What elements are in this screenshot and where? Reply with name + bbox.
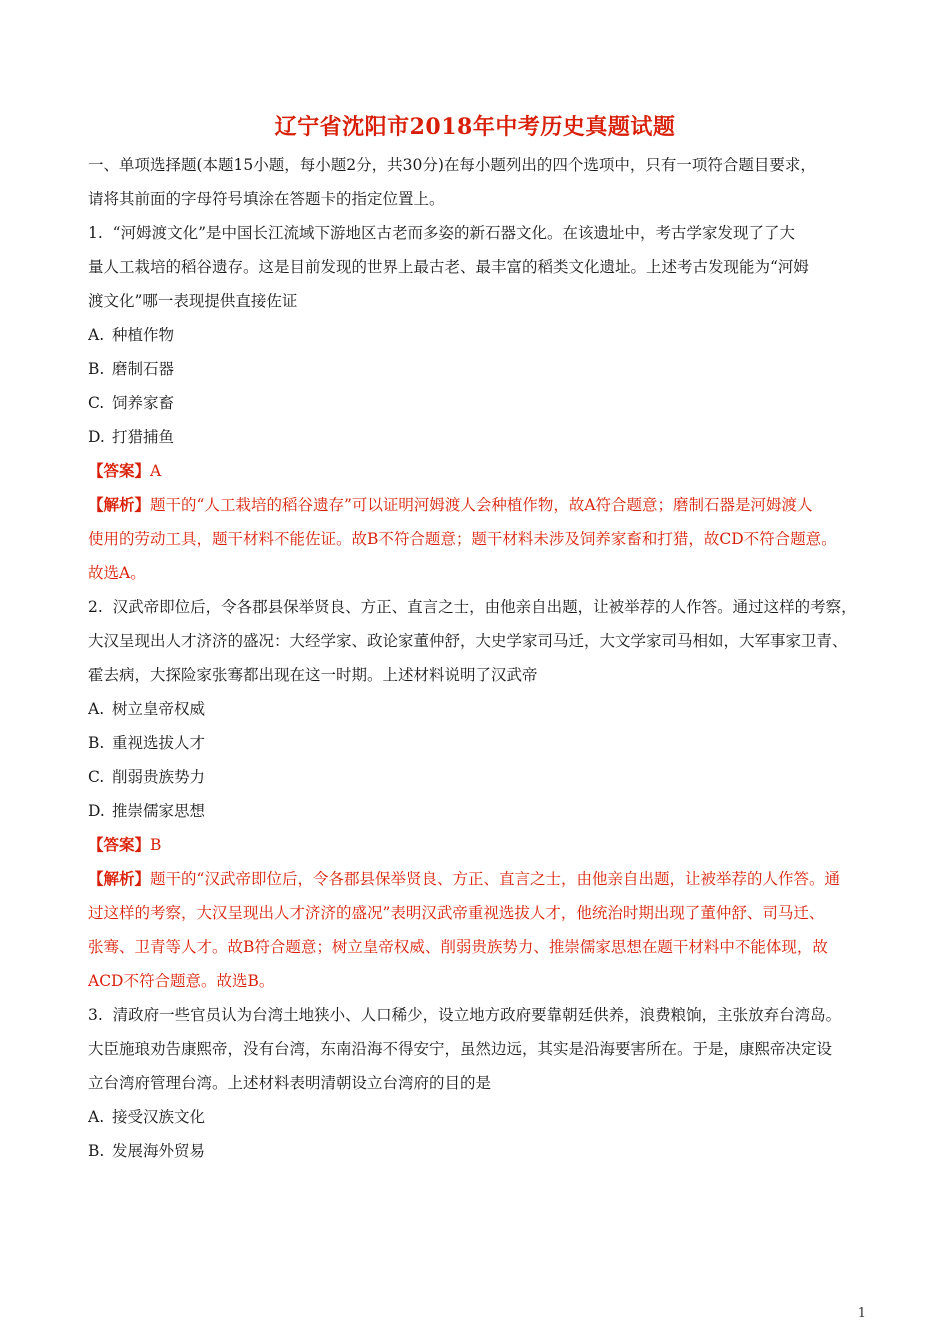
question-stem-line: 渡文化”哪一表现提供直接佐证	[88, 292, 298, 310]
answer-line	[88, 828, 866, 862]
question-stem-line: 大臣施琅劝告康熙帝，没有台湾，东南沿海不得安宁，虽然边远，其实是沿海要害所在。于是，康熙帝决定设	[88, 1040, 833, 1058]
option-c	[88, 760, 866, 794]
question-stem-line: 2. 汉武帝即位后，令各郡县保举贤良、方正、直言之士，由他亲自出题，让被举荐的人作答。通过这样的考察，	[88, 598, 857, 616]
analysis-line	[88, 862, 866, 896]
option-text: 种植作物	[112, 326, 175, 344]
option-letter: A.	[88, 326, 105, 344]
document-body	[88, 148, 866, 1168]
instruction-line: 一、单项选择题(本题15小题，每小题2分，共30分)在每小题列出的四个选项中，只有一项符合题目要求，	[88, 156, 816, 174]
question-stem-line: 3. 清政府一些官员认为台湾土地狭小、人口稀少，设立地方政府要靠朝廷供养，浪费粮饷，主张放弃台湾岛。	[88, 1006, 842, 1024]
analysis-line: 故选A。	[88, 564, 146, 582]
analysis-line: 张骞、卫青等人才。故B符合题意；树立皇帝权威、削弱贵族势力、推崇儒家思想在题干材料中不能体现，故	[88, 938, 828, 956]
document-title: 辽宁省沈阳市2018年中考历史真题试题	[274, 114, 676, 140]
analysis-text: 题干的“汉武帝即位后，令各郡县保举贤良、方正、直言之士，由他亲自出题，让被举荐的人作答。通	[150, 870, 840, 888]
option-b	[88, 726, 866, 760]
option-b	[88, 1134, 866, 1168]
option-letter: B.	[88, 360, 105, 378]
question-stem-line: 量人工栽培的稻谷遗存。这是目前发现的世界上最古老、最丰富的稻类文化遗址。上述考古发现能为“河姆	[88, 258, 809, 276]
analysis-line	[88, 488, 866, 522]
option-d	[88, 420, 866, 454]
option-text: 重视选拔人才	[112, 734, 206, 752]
option-letter: C.	[88, 394, 105, 412]
question-stem-line: 立台湾府管理台湾。上述材料表明清朝设立台湾府的目的是	[88, 1074, 492, 1092]
option-text: 接受汉族文化	[112, 1108, 206, 1126]
option-text: 磨制石器	[112, 360, 175, 378]
question-1	[88, 216, 866, 590]
option-text: 饲养家畜	[112, 394, 175, 412]
option-letter: B.	[88, 734, 105, 752]
instruction-line: 请将其前面的字母符号填涂在答题卡的指定位置上。	[88, 190, 445, 208]
analysis-label: 【解析】	[88, 495, 151, 514]
answer-label: 【答案】	[88, 835, 151, 854]
option-a	[88, 1100, 866, 1134]
analysis-line: ACD不符合题意。故选B。	[88, 972, 275, 990]
question-2	[88, 590, 866, 998]
answer-line	[88, 454, 866, 488]
answer-label: 【答案】	[88, 461, 151, 480]
answer-value: B	[150, 836, 162, 854]
option-b	[88, 352, 866, 386]
option-letter: D.	[88, 428, 105, 446]
option-letter: A.	[88, 1108, 105, 1126]
option-c	[88, 386, 866, 420]
option-letter: A.	[88, 700, 105, 718]
option-letter: B.	[88, 1142, 105, 1160]
question-stem-line: 大汉呈现出人才济济的盛况：大经学家、政论家董仲舒，大史学家司马迁，大文学家司马相如，大军事家卫青、	[88, 632, 848, 650]
option-letter: D.	[88, 802, 105, 820]
question-3	[88, 998, 866, 1168]
analysis-line: 过这样的考察，大汉呈现出人才济济的盛况”表明汉武帝重视选拔人才，他统治时期出现了董仲舒、司马迁、	[88, 904, 825, 922]
answer-value: A	[150, 462, 162, 480]
option-a	[88, 318, 866, 352]
option-text: 树立皇帝权威	[112, 700, 206, 718]
page-number: 1	[857, 1306, 866, 1321]
question-stem-line: 霍去病，大探险家张骞都出现在这一时期。上述材料说明了汉武帝	[88, 666, 538, 684]
option-text: 削弱贵族势力	[112, 768, 206, 786]
analysis-text: 题干的“人工栽培的稻谷遗存”可以证明河姆渡人会种植作物，故A符合题意；磨制石器是河姆渡人	[150, 496, 813, 514]
option-a	[88, 692, 866, 726]
option-text: 发展海外贸易	[112, 1142, 206, 1160]
option-d	[88, 794, 866, 828]
option-text: 推崇儒家思想	[112, 802, 206, 820]
analysis-label: 【解析】	[88, 869, 151, 888]
option-letter: C.	[88, 768, 105, 786]
analysis-line: 使用的劳动工具，题干材料不能佐证。故B不符合题意；题干材料未涉及饲养家畜和打猎，故CD不符合题意。	[88, 530, 837, 548]
question-stem-line: 1. “河姆渡文化”是中国长江流域下游地区古老而多姿的新石器文化。在该遗址中，考古学家发现了了大	[88, 224, 795, 242]
option-text: 打猎捕鱼	[112, 428, 175, 446]
